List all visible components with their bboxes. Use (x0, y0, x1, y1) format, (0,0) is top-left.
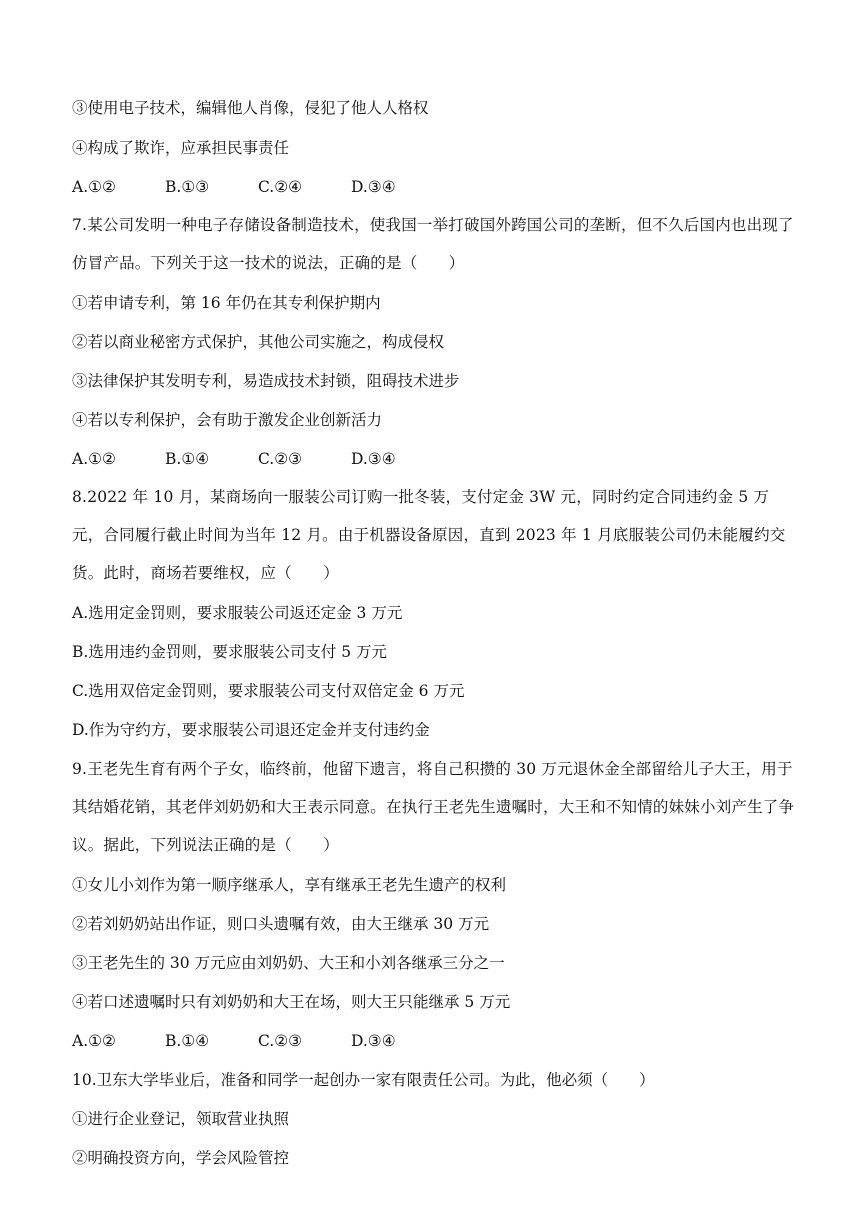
q10-item-2: ②明确投资方向，学会风险管控 (72, 1149, 290, 1167)
q6-item-4: ④构成了欺诈，应承担民事责任 (72, 139, 290, 157)
q9-item-2: ②若刘奶奶站出作证，则口头遗嘱有效，由大王继承 30 万元 (72, 915, 490, 933)
q10-stem: 10.卫东大学毕业后，准备和同学一起创办一家有限责任公司。为此，他必须（ ） (72, 1071, 655, 1089)
q6-option-b: B.①③ (165, 178, 210, 196)
q7-item-2: ②若以商业秘密方式保护，其他公司实施之，构成侵权 (72, 333, 445, 351)
q7-item-3: ③法律保护其发明专利，易造成技术封锁，阻碍技术进步 (72, 372, 460, 390)
q9-option-c: C.②③ (258, 1032, 303, 1050)
q7-option-c: C.②③ (258, 450, 303, 468)
q7-item-1: ①若申请专利，第 16 年仍在其专利保护期内 (72, 294, 381, 312)
q7-item-4: ④若以专利保护，会有助于激发企业创新活力 (72, 411, 383, 429)
q9-option-d: D.③④ (351, 1032, 396, 1050)
q6-option-d: D.③④ (351, 178, 396, 196)
q8-option-a: A.选用定金罚则，要求服装公司返还定金 3 万元 (72, 604, 403, 622)
q9-stem: 9.王老先生育有两个子女，临终前，他留下遗言，将自己积攒的 30 万元退休金全部留给儿子大王，用于其结婚花销，其老伴刘奶奶和大王表示同意。在执行王老先生遗嘱时，大王和不知情的妹妹小刘产生了争议。据此，下列说法正确的是（ ） (72, 760, 795, 854)
q7-option-a: A.①② (72, 450, 116, 468)
q7-option-d: D.③④ (351, 450, 396, 468)
q9-item-3: ③王老先生的 30 万元应由刘奶奶、大王和小刘各继承三分之一 (72, 954, 505, 972)
q8-stem: 8.2022 年 10 月，某商场向一服装公司订购一批冬装，支付定金 3W 元，同时约定合同违约金 5 万元，合同履行截止时间为当年 12 月。由于机器设备原因，直到 2023 年 1 月底服装公司仍未能履约交货。此时，商场若要维权，应（ ） (72, 488, 786, 582)
q8-option-b: B.选用违约金罚则，要求服装公司支付 5 万元 (72, 643, 388, 661)
q7-stem: 7.某公司发明一种电子存储设备制造技术，使我国一举打破国外跨国公司的垄断，但不久后国内也出现了仿冒产品。下列关于这一技术的说法，正确的是（ ） (72, 216, 794, 272)
q8-option-d: D.作为守约方，要求服装公司退还定金并支付违约金 (72, 721, 430, 739)
q10-item-1: ①进行企业登记，领取营业执照 (72, 1110, 290, 1128)
q6-options (72, 177, 444, 197)
q9-item-4: ④若口述遗嘱时只有刘奶奶和大王在场，则大王只能继承 5 万元 (72, 993, 511, 1011)
q7-option-b: B.①④ (165, 450, 210, 468)
q6-option-a: A.①② (72, 178, 116, 196)
q6-option-c: C.②④ (258, 178, 303, 196)
q9-option-b: B.①④ (165, 1032, 210, 1050)
q9-option-a: A.①② (72, 1032, 116, 1050)
q7-options (72, 449, 444, 469)
q9-options (72, 1031, 444, 1051)
q8-option-c: C.选用双倍定金罚则，要求服装公司支付双倍定金 6 万元 (72, 682, 465, 700)
q9-item-1: ①女儿小刘作为第一顺序继承人，享有继承王老先生遗产的权利 (72, 876, 507, 894)
q6-item-3: ③使用电子技术，编辑他人肖像，侵犯了他人人格权 (72, 99, 429, 117)
